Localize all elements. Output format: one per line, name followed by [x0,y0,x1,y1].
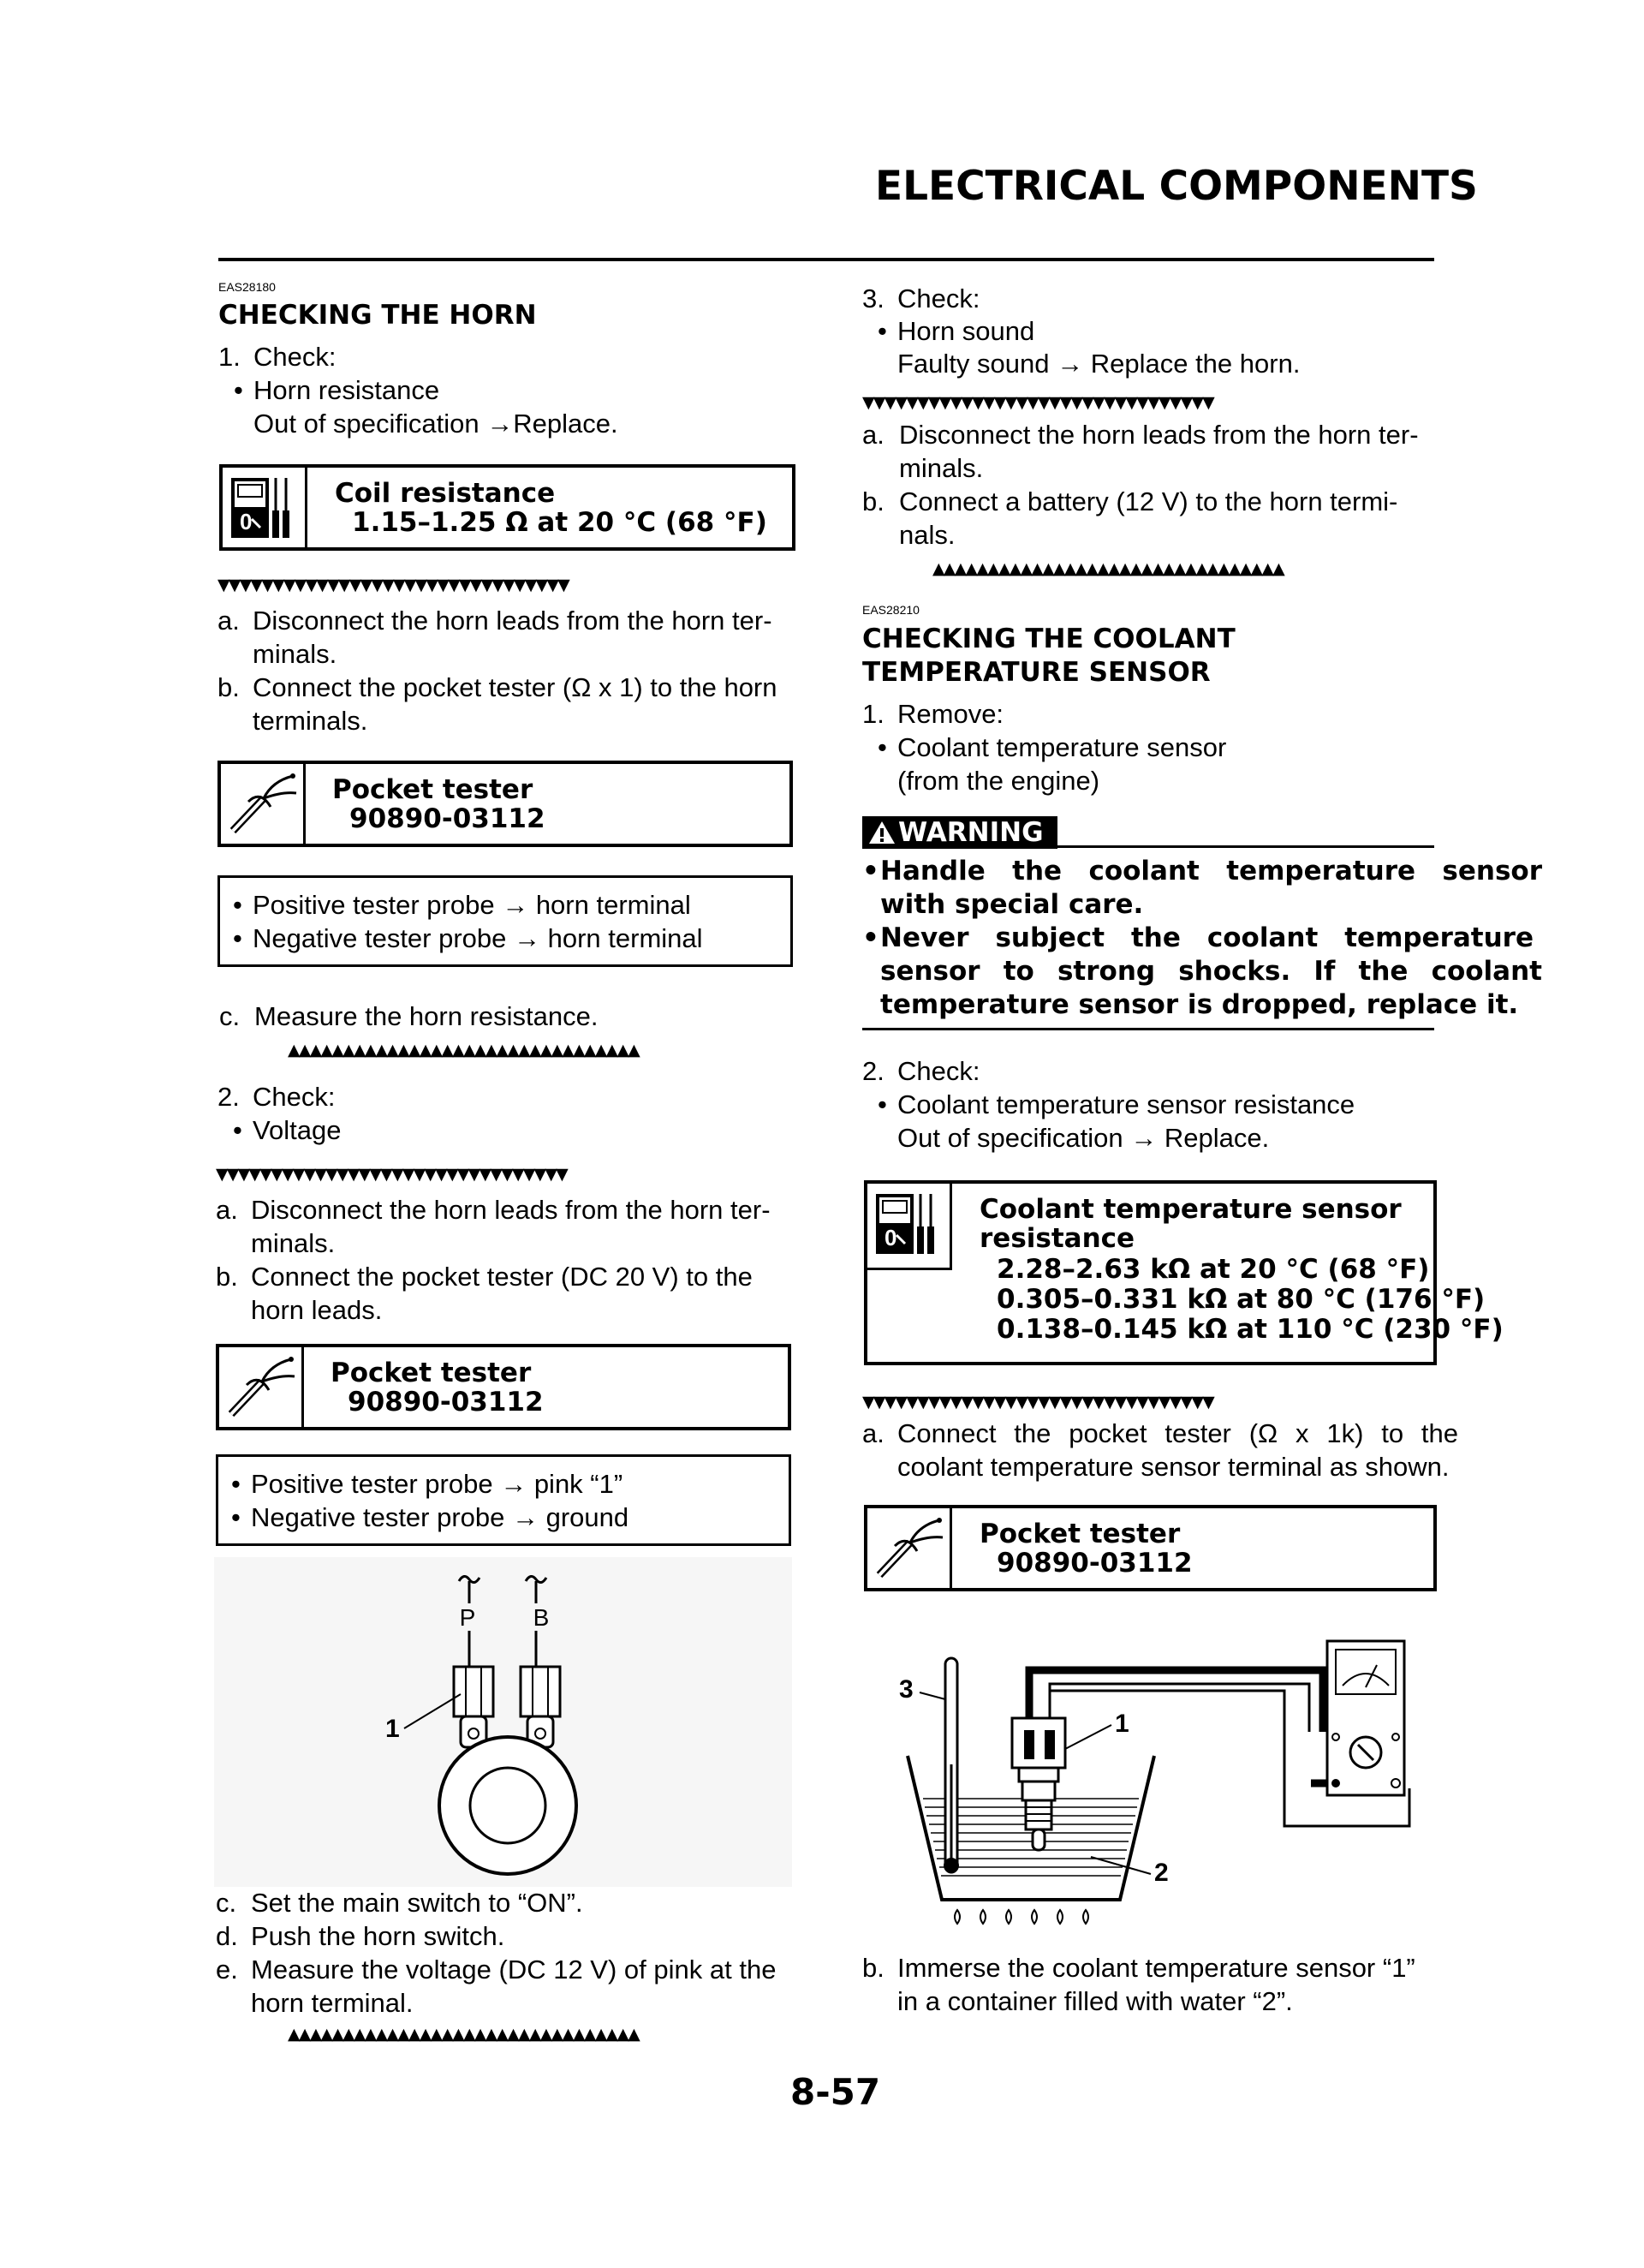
bullet-mark: • [862,856,879,886]
step-letter: b. [217,672,240,702]
step-text: nals. [899,520,956,550]
callout-1: 1 [1115,1710,1129,1738]
end-marker: ▲▲▲▲▲▲▲▲▲▲▲▲▲▲▲▲▲▲▲▲▲▲▲▲▲▲▲▲▲▲▲▲ [288,1041,639,1059]
step-letter: a. [862,420,885,450]
end-marker: ▲▲▲▲▲▲▲▲▲▲▲▲▲▲▲▲▲▲▲▲▲▲▲▲▲▲▲▲▲▲▲▲ [932,559,1284,578]
step-text: Connect the pocket tester (Ω x 1) to the horn [253,672,777,702]
spec-value: 0.138–0.145 kΩ at 110 °C (230 °F) [997,1314,1504,1345]
bullet-text: Coolant temperature sensor [897,732,1227,762]
svg-text:0: 0 [885,1225,897,1250]
bullet-mark: • [231,1502,241,1532]
section-heading: TEMPERATURE SENSOR [862,657,1211,688]
probe-text: Negative tester probe → ground [251,1502,629,1532]
bullet-text: Horn sound [897,316,1035,346]
step-text: minals. [251,1228,336,1258]
step-text: terminals. [253,706,368,736]
step-text: Connect a battery (12 V) to the horn termi- [899,486,1398,516]
spec-title: resistance [980,1223,1135,1254]
bullet-mark: • [233,923,242,953]
step-text: Push the horn switch. [251,1921,505,1951]
step-text: minals. [899,453,984,483]
header-rule [218,258,1434,261]
note-text: (from the engine) [897,766,1100,796]
multimeter-icon [867,1184,952,1270]
step-text: Connect the pocket tester (DC 20 V) to the [251,1262,753,1292]
pocket-tester [1327,1641,1404,1795]
spec-value: 2.28–2.63 kΩ at 20 °C (68 °F) [997,1254,1430,1285]
probe-text: Positive tester probe → pink “1” [251,1469,623,1499]
end-marker: ▲▲▲▲▲▲▲▲▲▲▲▲▲▲▲▲▲▲▲▲▲▲▲▲▲▲▲▲▲▲▲▲ [288,2025,639,2044]
warning-text: sensor to strong shocks. If the coolant [880,956,1542,987]
warning-text: with special care. [880,889,1144,920]
warning-text: temperature sensor is dropped, replace it. [880,989,1519,1020]
step-number: 1. [862,699,885,729]
step-text: Set the main switch to “ON”. [251,1888,583,1918]
spec-value: 1.15–1.25 Ω at 20 °C (68 °F) [352,507,767,538]
bullet-mark: • [878,316,887,346]
step-text: Immerse the coolant temperature sensor “1” [897,1953,1415,1983]
step-letter: c. [219,1001,241,1031]
step-letter: e. [216,1955,238,1984]
sensor-test-figure [882,1636,1447,1936]
step-text: Measure the voltage (DC 12 V) of pink at the [251,1955,777,1984]
callout-2: 2 [1154,1859,1169,1887]
step-text: minals. [253,639,337,669]
step-label: Check: [897,284,980,313]
multimeter-icon [223,468,307,547]
bullet-text: Coolant temperature sensor resistance [897,1089,1355,1119]
warning-triangle-icon [867,820,896,845]
begin-marker: ▼▼▼▼▼▼▼▼▼▼▼▼▼▼▼▼▼▼▼▼▼▼▼▼▼▼▼▼▼▼▼▼ [216,1165,567,1184]
spec-box-sensor-resistance [864,1180,1504,1365]
step-text: coolant temperature sensor terminal as shown. [897,1452,1450,1482]
warning-label: WARNING [862,816,1057,849]
horn-wiring-figure [214,1557,792,1887]
probe-text: Positive tester probe → horn terminal [253,890,691,920]
wire-label-b: B [533,1604,550,1631]
bullet-mark: • [233,1115,242,1145]
step-letter: c. [216,1888,237,1918]
note-text: Faulty sound → Replace the horn. [897,349,1301,379]
bullet-mark: • [231,1469,241,1499]
spec-title: Coil resistance [335,478,556,509]
step-letter: d. [216,1921,238,1951]
begin-marker: ▼▼▼▼▼▼▼▼▼▼▼▼▼▼▼▼▼▼▼▼▼▼▼▼▼▼▼▼▼▼▼▼ [862,393,1213,412]
warning-top-rule [1057,845,1434,848]
begin-marker: ▼▼▼▼▼▼▼▼▼▼▼▼▼▼▼▼▼▼▼▼▼▼▼▼▼▼▼▼▼▼▼▼ [862,1393,1213,1412]
tool-number: 90890-03112 [348,1387,544,1418]
step-text: Disconnect the horn leads from the horn ter- [253,606,772,636]
probe-note-box [216,1454,791,1546]
warning-text: Handle the coolant temperature sensor [880,856,1542,886]
bullet-mark: • [878,1089,887,1119]
tool-number: 90890-03112 [349,803,545,834]
tool-box-pocket-tester [216,1344,791,1430]
step-label: Remove: [897,699,1004,729]
page-title: ELECTRICAL COMPONENTS [875,163,1478,210]
bullet-text: Voltage [253,1115,342,1145]
bullet-mark: • [234,375,243,405]
bullet-text: Horn resistance [253,375,440,405]
step-text: Measure the horn resistance. [254,1001,599,1031]
tester-probes-icon [867,1508,952,1588]
tester-probes-icon [219,1347,304,1427]
page-number: 8-57 [790,2071,881,2113]
tool-title: Pocket tester [332,774,533,805]
step-label: Check: [897,1056,980,1086]
step-letter: b. [862,486,885,516]
step-letter: a. [217,606,240,636]
tool-title: Pocket tester [980,1519,1181,1549]
spec-box-coil-resistance [219,464,795,551]
svg-text:0: 0 [240,509,253,534]
bullet-mark: • [233,890,242,920]
step-text: horn leads. [251,1295,383,1325]
tester-probes-icon [221,764,306,844]
step-number: 2. [217,1082,240,1112]
step-letter: a. [216,1195,238,1225]
step-text: horn terminal. [251,1988,414,2018]
step-letter: a. [862,1418,885,1448]
step-text: Connect the pocket tester (Ω x 1k) to the [897,1418,1458,1448]
section-code: EAS28210 [862,603,920,617]
step-letter: b. [216,1262,238,1292]
probe-note-box [217,875,793,967]
tool-box-pocket-tester [864,1505,1437,1591]
step-text: Disconnect the horn leads from the horn ter- [251,1195,771,1225]
step-label: Check: [253,1082,336,1112]
callout-1: 1 [385,1715,400,1743]
warning-text: Never subject the coolant temperature [880,922,1534,953]
bullet-mark: • [878,732,887,762]
section-heading: CHECKING THE HORN [218,300,537,331]
section-heading: CHECKING THE COOLANT [862,624,1236,654]
callout-3: 3 [899,1675,914,1704]
bullet-mark: • [862,922,879,953]
tool-box-pocket-tester [217,761,793,847]
note-text: Out of specification → Replace. [897,1123,1270,1153]
warning-bottom-rule [862,1028,1434,1030]
step-text: in a container filled with water “2”. [897,1986,1293,2016]
step-label: Check: [253,342,337,372]
step-number: 2. [862,1056,885,1086]
section-code: EAS28180 [218,280,276,294]
tool-title: Pocket tester [331,1358,532,1388]
spec-title: Coolant temperature sensor [980,1194,1402,1225]
probe-text: Negative tester probe → horn terminal [253,923,703,953]
tool-number: 90890-03112 [997,1548,1193,1579]
step-text: Disconnect the horn leads from the horn ter- [899,420,1419,450]
pink-connector [454,1667,493,1716]
spec-value: 0.305–0.331 kΩ at 80 °C (176 °F) [997,1284,1486,1315]
black-connector [521,1667,560,1716]
step-number: 1. [218,342,241,372]
wire-label-p: P [459,1604,476,1631]
begin-marker: ▼▼▼▼▼▼▼▼▼▼▼▼▼▼▼▼▼▼▼▼▼▼▼▼▼▼▼▼▼▼▼▼ [217,576,569,594]
step-letter: b. [862,1953,885,1983]
note-text: Out of specification →Replace. [253,409,618,439]
step-number: 3. [862,284,885,313]
